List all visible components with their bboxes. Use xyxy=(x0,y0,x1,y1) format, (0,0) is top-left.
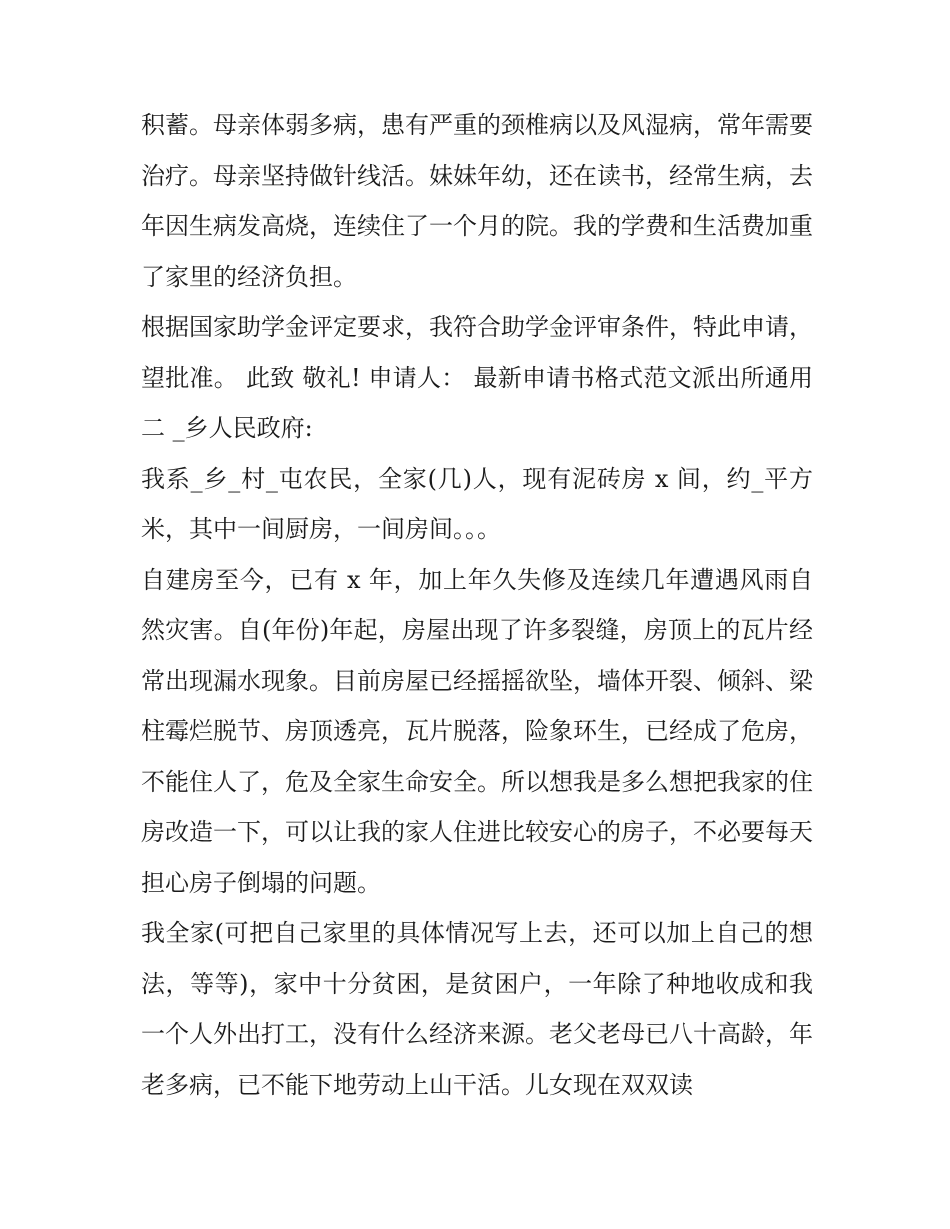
paragraph-family-hardship: 积蓄。母亲体弱多病，患有严重的颈椎病以及风湿病，常年需要治疗。母亲坚持做针线活。妹妹年幼，还在读书，经常生病，去年因生病发高烧，连续住了一个月的院。我的学费和生活费加重了家里的经济负担。 xyxy=(141,111,813,291)
paragraph-family-situation: 我全家(可把自己家里的具体情况写上去，还可以加上自己的想法，等等)，家中十分贫困，是贫困户，一年除了种地收成和我一个人外出打工，没有什么经济来源。老父老母已八十高龄，年老多病，已不能下地劳动上山干活。儿女现在双双读 xyxy=(141,919,813,1099)
paragraph-house-damage: 自建房至今，已有 x 年，加上年久失修及连续几年遭遇风雨自然灾害。自(年份)年起，房屋出现了许多裂缝，房顶上的瓦片经常出现漏水现象。目前房屋已经摇摇欲坠，墙体开裂、倾斜、梁柱霉烂脱节、房顶透亮，瓦片脱落，险象环生，已经成了危房，不能住人了，危及全家生命安全。所以想我是多么想把我家的住房改造一下，可以让我的家人住进比较安心的房子，不必要每天担心房子倒塌的问题。 xyxy=(141,565,813,897)
paragraph-application-request: 根据国家助学金评定要求，我符合助学金评审条件，特此申请，望批准。 此致 敬礼! 申请人： 最新申请书格式范文派出所通用二 _乡人民政府: xyxy=(141,313,813,442)
paragraph-house-description: 我系_乡_村_屯农民，全家(几)人，现有泥砖房 x 间，约_平方米，其中一间厨房，一间房间。。。 xyxy=(141,464,813,543)
document-body xyxy=(141,100,813,1110)
